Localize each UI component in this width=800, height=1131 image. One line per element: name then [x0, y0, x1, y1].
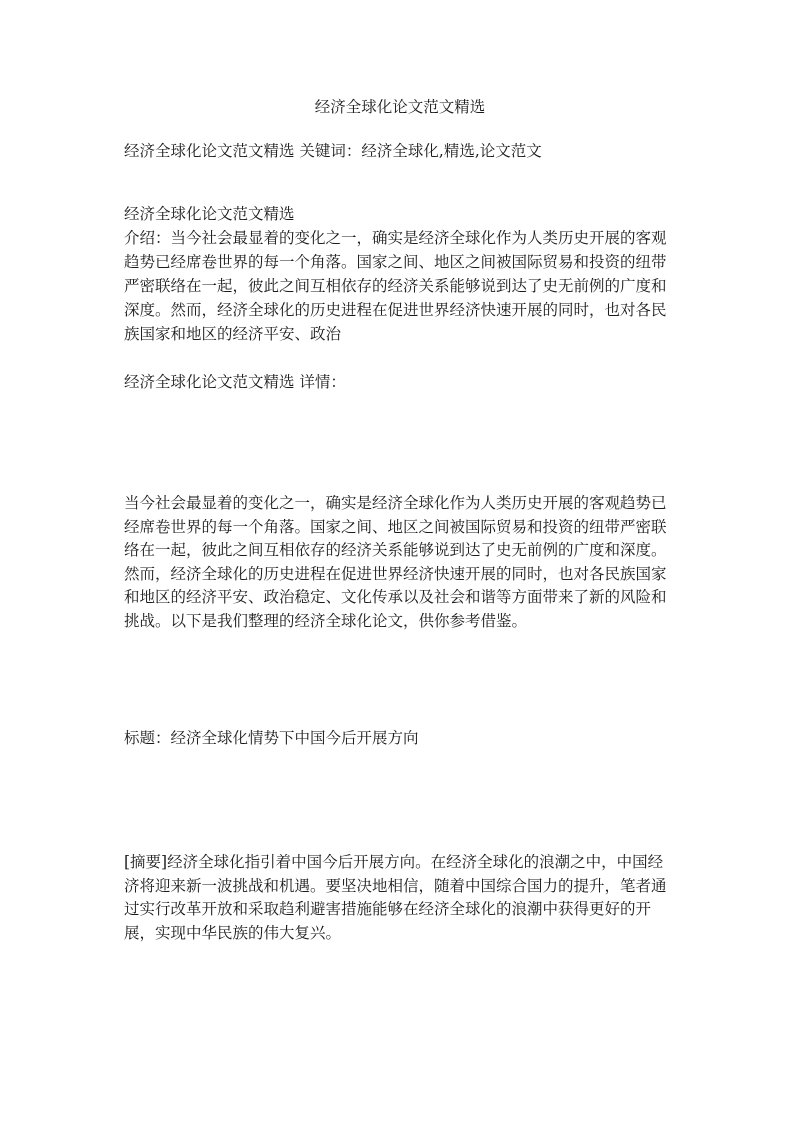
section-title: 标题：经济全球化情势下中国今后开展方向 — [124, 729, 419, 747]
intro-section — [124, 202, 676, 346]
abstract-paragraph: [摘要]经济全球化指引着中国今后开展方向。在经济全球化的浪潮之中，中国经济将迎来新一波挑战和机遇。要坚决地相信，随着中国综合国力的提升，笔者通过实行改革开放和采取趋利避害措施能够在经济全球化的浪潮中获得更好的开展，实现中华民族的伟大复兴。 — [124, 853, 667, 942]
document-title: 经济全球化论文范文精选 — [314, 98, 486, 116]
intro-heading: 经济全球化论文范文精选 — [124, 205, 295, 223]
body-paragraph: 当今社会最显着的变化之一，确实是经济全球化作为人类历史开展的客观趋势已经席卷世界的每一个角落。国家之间、地区之间被国际贸易和投资的纽带严密联络在一起，彼此之间互相依存的经济关系能够说到达了史无前例的广度和深度。然而，经济全球化的历史进程在促进世界经济快速开展的同时，也对各民族国家和地区的经济平安、政治稳定、文化传承以及社会和谐等方面带来了新的风险和挑战。以下是我们整理的经济全球化论文，供你参考借鉴。 — [124, 494, 667, 630]
keywords-line: 经济全球化论文范文精选 关键词：经济全球化,精选,论文范文 — [124, 142, 542, 160]
details-heading: 经济全球化论文范文精选 详情： — [124, 373, 346, 391]
intro-text: 介绍：当今社会最显着的变化之一，确实是经济全球化作为人类历史开展的客观趋势已经席卷世界的每一个角落。国家之间、地区之间被国际贸易和投资的纽带严密联络在一起，彼此之间互相依存的经济关系能够说到达了史无前例的广度和深度。然而，经济全球化的历史进程在促进世界经济快速开展的同时，也对各民族国家和地区的经济平安、政治 — [124, 229, 667, 343]
